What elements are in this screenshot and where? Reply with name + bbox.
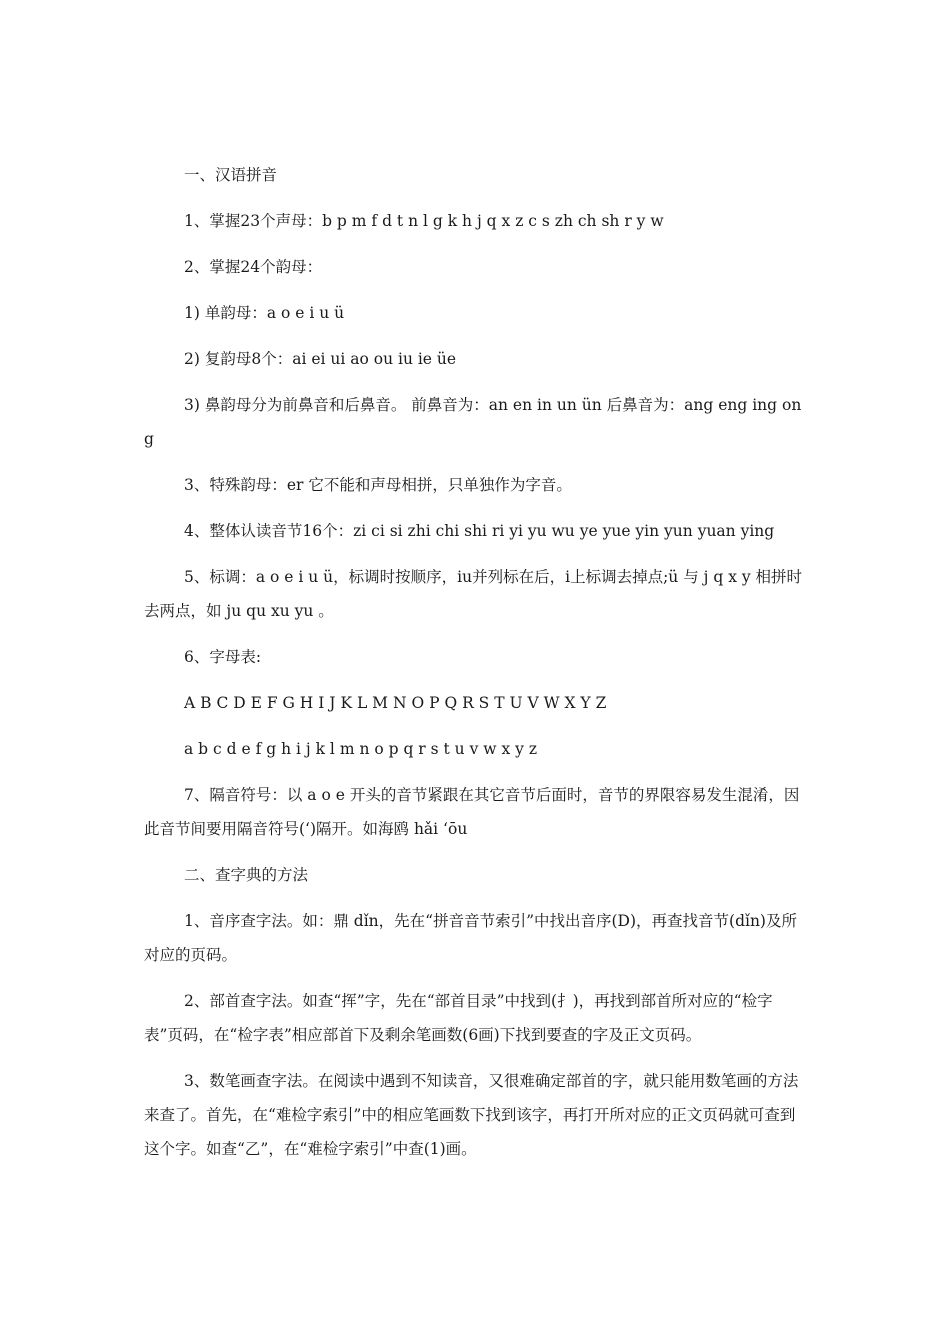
paragraph-nasal-finals: 3) 鼻韵母分为前鼻音和后鼻音。 前鼻音为：an en in un ün 后鼻音为：ang eng ing ong xyxy=(144,396,802,448)
paragraph-radical-lookup: 2、部首查字法。如查“挥”字，先在“部首目录”中找到(扌)，再找到部首所对应的“检字表”页码，在“检字表”相应部首下及剩余笔画数(6画)下找到要查的字及正文页码。 xyxy=(144,992,773,1044)
paragraph-stroke-lookup: 3、数笔画查字法。在阅读中遇到不知读音，又很难确定部首的字，就只能用数笔画的方法来查了。首先，在“难检字索引”中的相应笔画数下找到该字，再打开所对应的正文页码就可查到这个字。如查“乙”，在“难检字索引”中查(1)画。 xyxy=(144,1072,799,1158)
paragraph-lowercase-alphabet: a b c d e f g h i j k l m n o p q r s t u v w x y z xyxy=(184,740,537,758)
paragraph-simple-finals: 1) 单韵母：a o e i u ü xyxy=(184,304,345,322)
paragraph-phonetic-lookup: 1、音序查字法。如：鼎 dǐn，先在“拼音音节索引”中找出音序(D)，再查找音节(dǐn)及所对应的页码。 xyxy=(144,912,797,964)
section-heading-pinyin: 一、汉语拼音 xyxy=(184,166,278,184)
paragraph-special-final: 3、特殊韵母：er 它不能和声母相拼，只单独作为字音。 xyxy=(184,476,572,494)
paragraph-tone-marks: 5、标调：a o e i u ü，标调时按顺序，iu并列标在后，i上标调去掉点;ü 与 j q x y 相拼时去两点，如 ju qu xu yu 。 xyxy=(144,568,803,620)
paragraph-alphabet-heading: 6、字母表: xyxy=(184,648,262,666)
paragraph-finals: 2、掌握24个韵母： xyxy=(184,258,323,276)
document-body xyxy=(144,158,804,1178)
section-heading-dictionary: 二、查字典的方法 xyxy=(184,866,309,884)
paragraph-syllable-separator: 7、隔音符号：以 a o e 开头的音节紧跟在其它音节后面时，音节的界限容易发生混淆，因此音节间要用隔音符号(‘)隔开。如海鸥 hǎi ‘ōu xyxy=(144,786,800,838)
paragraph-initials: 1、掌握23个声母：b p m f d t n l g k h j q x z c s zh ch sh r y w xyxy=(184,212,664,230)
paragraph-uppercase-alphabet: A B C D E F G H I J K L M N O P Q R S T U V W X Y Z xyxy=(184,694,607,712)
paragraph-whole-syllables: 4、整体认读音节16个：zi ci si zhi chi shi ri yi yu wu ye yue yin yun yuan ying xyxy=(184,522,775,540)
paragraph-compound-finals: 2) 复韵母8个：ai ei ui ao ou iu ie üe xyxy=(184,350,457,368)
